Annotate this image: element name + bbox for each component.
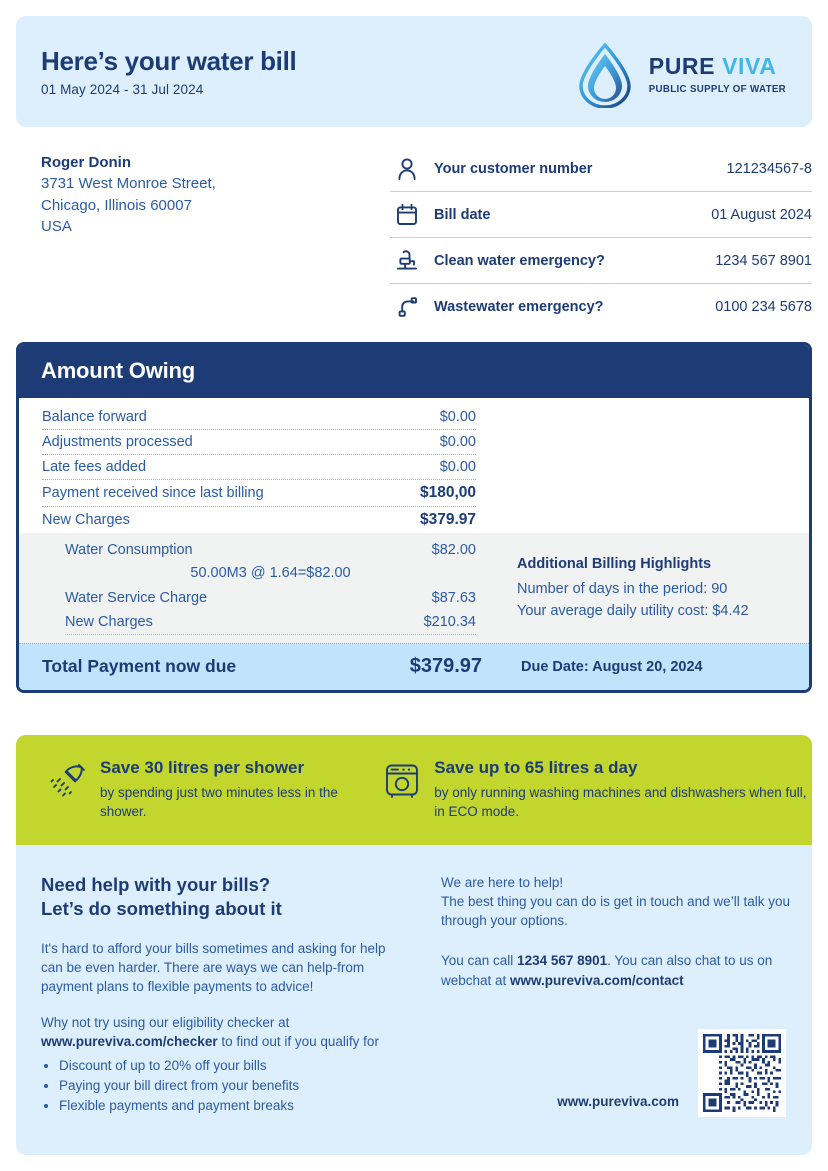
row-value: $0.00 — [439, 409, 476, 425]
info-value-customer-number: 121234567-8 — [726, 160, 812, 177]
customer-address-line-1: 3731 West Monroe Street, — [41, 175, 216, 193]
help-here-to-help — [441, 873, 791, 930]
tip-washing-machine-text — [428, 758, 812, 822]
help-and-tips-card — [16, 735, 812, 1155]
row-label: Balance forward — [42, 409, 147, 425]
total-payment-label: Total Payment now due — [42, 656, 237, 676]
consumption-detail: 50.00M3 @ 1.64=$82.00 — [190, 565, 351, 581]
help-paragraph-2 — [41, 1013, 393, 1051]
list-item: • Discount of up to 20% off your bills — [59, 1056, 428, 1076]
help-left-column — [16, 873, 428, 1155]
table-row — [65, 610, 476, 635]
row-label: Water Consumption — [65, 542, 193, 558]
help-title-line-2: Let’s do something about it — [41, 898, 282, 920]
billing-period: 01 May 2024 - 31 Jul 2024 — [41, 81, 204, 97]
highlights-avg-cost: Your average daily utility cost: $4.42 — [517, 603, 749, 619]
webchat-link[interactable]: www.pureviva.com/contact — [510, 972, 684, 988]
info-label-clean-water-emergency: Clean water emergency? — [434, 252, 605, 269]
customer-address-line-3: USA — [41, 217, 72, 235]
table-row — [42, 507, 476, 533]
row-value: $87.63 — [431, 590, 476, 606]
customer-name: Roger Donin — [41, 154, 131, 171]
tip-washing-machine — [366, 735, 812, 845]
row-value: $379.97 — [419, 511, 476, 528]
water-drop-icon — [575, 42, 635, 108]
row-label: New Charges — [65, 614, 153, 630]
help-section — [16, 845, 812, 1155]
tip-shower-body: by spending just two minutes less in the shower. — [100, 785, 338, 820]
help-right-line-2: The best thing you can do is get in touch and we’ll talk you through your options. — [441, 894, 790, 929]
brand-name-secondary: VIVA — [722, 53, 777, 79]
info-row-bill-date — [390, 192, 812, 238]
additional-billing-highlights — [479, 538, 809, 635]
row-label: Late fees added — [42, 459, 147, 475]
table-row — [65, 538, 476, 562]
header-text-block — [41, 47, 296, 97]
support-phone-number: 1234 567 8901 — [517, 953, 608, 969]
charge-breakdown-band — [19, 533, 809, 643]
table-row — [42, 430, 476, 455]
row-value: $210.34 — [423, 614, 476, 630]
brand-logo — [575, 42, 786, 108]
total-payment-value: $379.97 — [409, 655, 482, 677]
help-paragraph-2-post: to find out if you qualify for — [217, 1034, 379, 1050]
info-row-customer-number — [390, 146, 812, 192]
eligibility-checker-link[interactable]: www.pureviva.com/checker — [41, 1034, 218, 1050]
person-icon — [390, 154, 424, 184]
page-title: Here’s your water bill — [41, 46, 297, 76]
row-value: $82.00 — [431, 542, 476, 558]
header-card — [16, 16, 812, 127]
footer-website-url[interactable]: www.pureviva.com — [557, 1094, 679, 1109]
info-value-bill-date: 01 August 2024 — [711, 206, 812, 223]
table-row — [42, 480, 476, 507]
amount-owing-card — [16, 342, 812, 693]
customer-address-line-2: Chicago, Illinois 60007 — [41, 196, 192, 214]
row-label: Water Service Charge — [65, 590, 208, 606]
due-date: Due Date: August 20, 2024 — [521, 658, 703, 675]
info-row-wastewater-emergency — [390, 284, 812, 330]
help-contact-paragraph — [441, 951, 791, 989]
info-label-bill-date: Bill date — [434, 206, 491, 223]
help-benefits-list — [59, 1056, 428, 1116]
help-paragraph-1: It's hard to afford your bills sometimes and asking for help can be even harder. There are ways we can help-from payment plans to flexible payments to advice! — [41, 940, 386, 995]
help-right-line-1: We are here to help! — [441, 875, 564, 890]
info-value-wastewater-emergency: 0100 234 5678 — [715, 299, 812, 315]
amount-owing-rows — [19, 398, 809, 533]
customer-address-block — [41, 152, 216, 237]
row-label: Payment received since last billing — [42, 485, 264, 501]
account-info-list — [390, 146, 812, 330]
tip-shower — [16, 735, 366, 845]
help-right-column — [428, 873, 812, 1155]
help-call-mid: . You can also chat to us on webchat at — [441, 953, 773, 988]
table-row — [42, 455, 476, 480]
info-row-clean-water-emergency — [390, 238, 812, 284]
brand-name-primary: PURE — [648, 53, 716, 79]
row-label: Adjustments processed — [42, 434, 193, 450]
tip-washing-machine-body: by only running washing machines and dishwashers when full, in ECO mode. — [434, 785, 807, 820]
tap-icon — [390, 246, 424, 276]
row-value: $0.00 — [439, 459, 476, 475]
table-row — [65, 586, 476, 610]
tip-shower-title: Save 30 litres per shower — [100, 758, 305, 777]
washing-machine-icon — [376, 758, 428, 800]
amount-owing-heading: Amount Owing — [19, 345, 809, 398]
calendar-icon — [390, 200, 424, 230]
water-saving-tips — [16, 735, 812, 845]
help-call-pre: You can call — [441, 953, 518, 969]
highlights-title: Additional Billing Highlights — [517, 556, 712, 572]
shower-icon — [42, 758, 94, 800]
help-paragraph-2-pre: Why not try using our eligibility checker at — [41, 1015, 290, 1031]
total-payment-band — [19, 643, 809, 690]
table-row — [42, 405, 476, 430]
tip-washing-machine-title: Save up to 65 litres a day — [434, 758, 638, 777]
highlights-days: Number of days in the period: 90 — [517, 581, 728, 597]
list-item: • Flexible payments and payment breaks — [59, 1096, 428, 1116]
qr-code-icon[interactable] — [698, 1029, 786, 1117]
list-item: • Paying your bill direct from your benefits — [59, 1076, 428, 1096]
row-value: $0.00 — [439, 434, 476, 450]
amount-owing-body — [19, 398, 809, 690]
help-title-line-1: Need help with your bills? — [41, 874, 271, 895]
brand-wordmark — [649, 55, 786, 95]
info-label-wastewater-emergency: Wastewater emergency? — [434, 299, 604, 315]
row-value: $180,00 — [419, 484, 476, 501]
info-value-clean-water-emergency: 1234 567 8901 — [715, 252, 812, 269]
pipe-icon — [390, 292, 424, 322]
brand-tagline: PUBLIC SUPPLY OF WATER — [648, 84, 786, 95]
charge-breakdown-list — [19, 538, 479, 635]
tip-shower-text — [94, 758, 366, 822]
info-label-customer-number: Your customer number — [434, 160, 593, 177]
row-label: New Charges — [42, 512, 130, 528]
